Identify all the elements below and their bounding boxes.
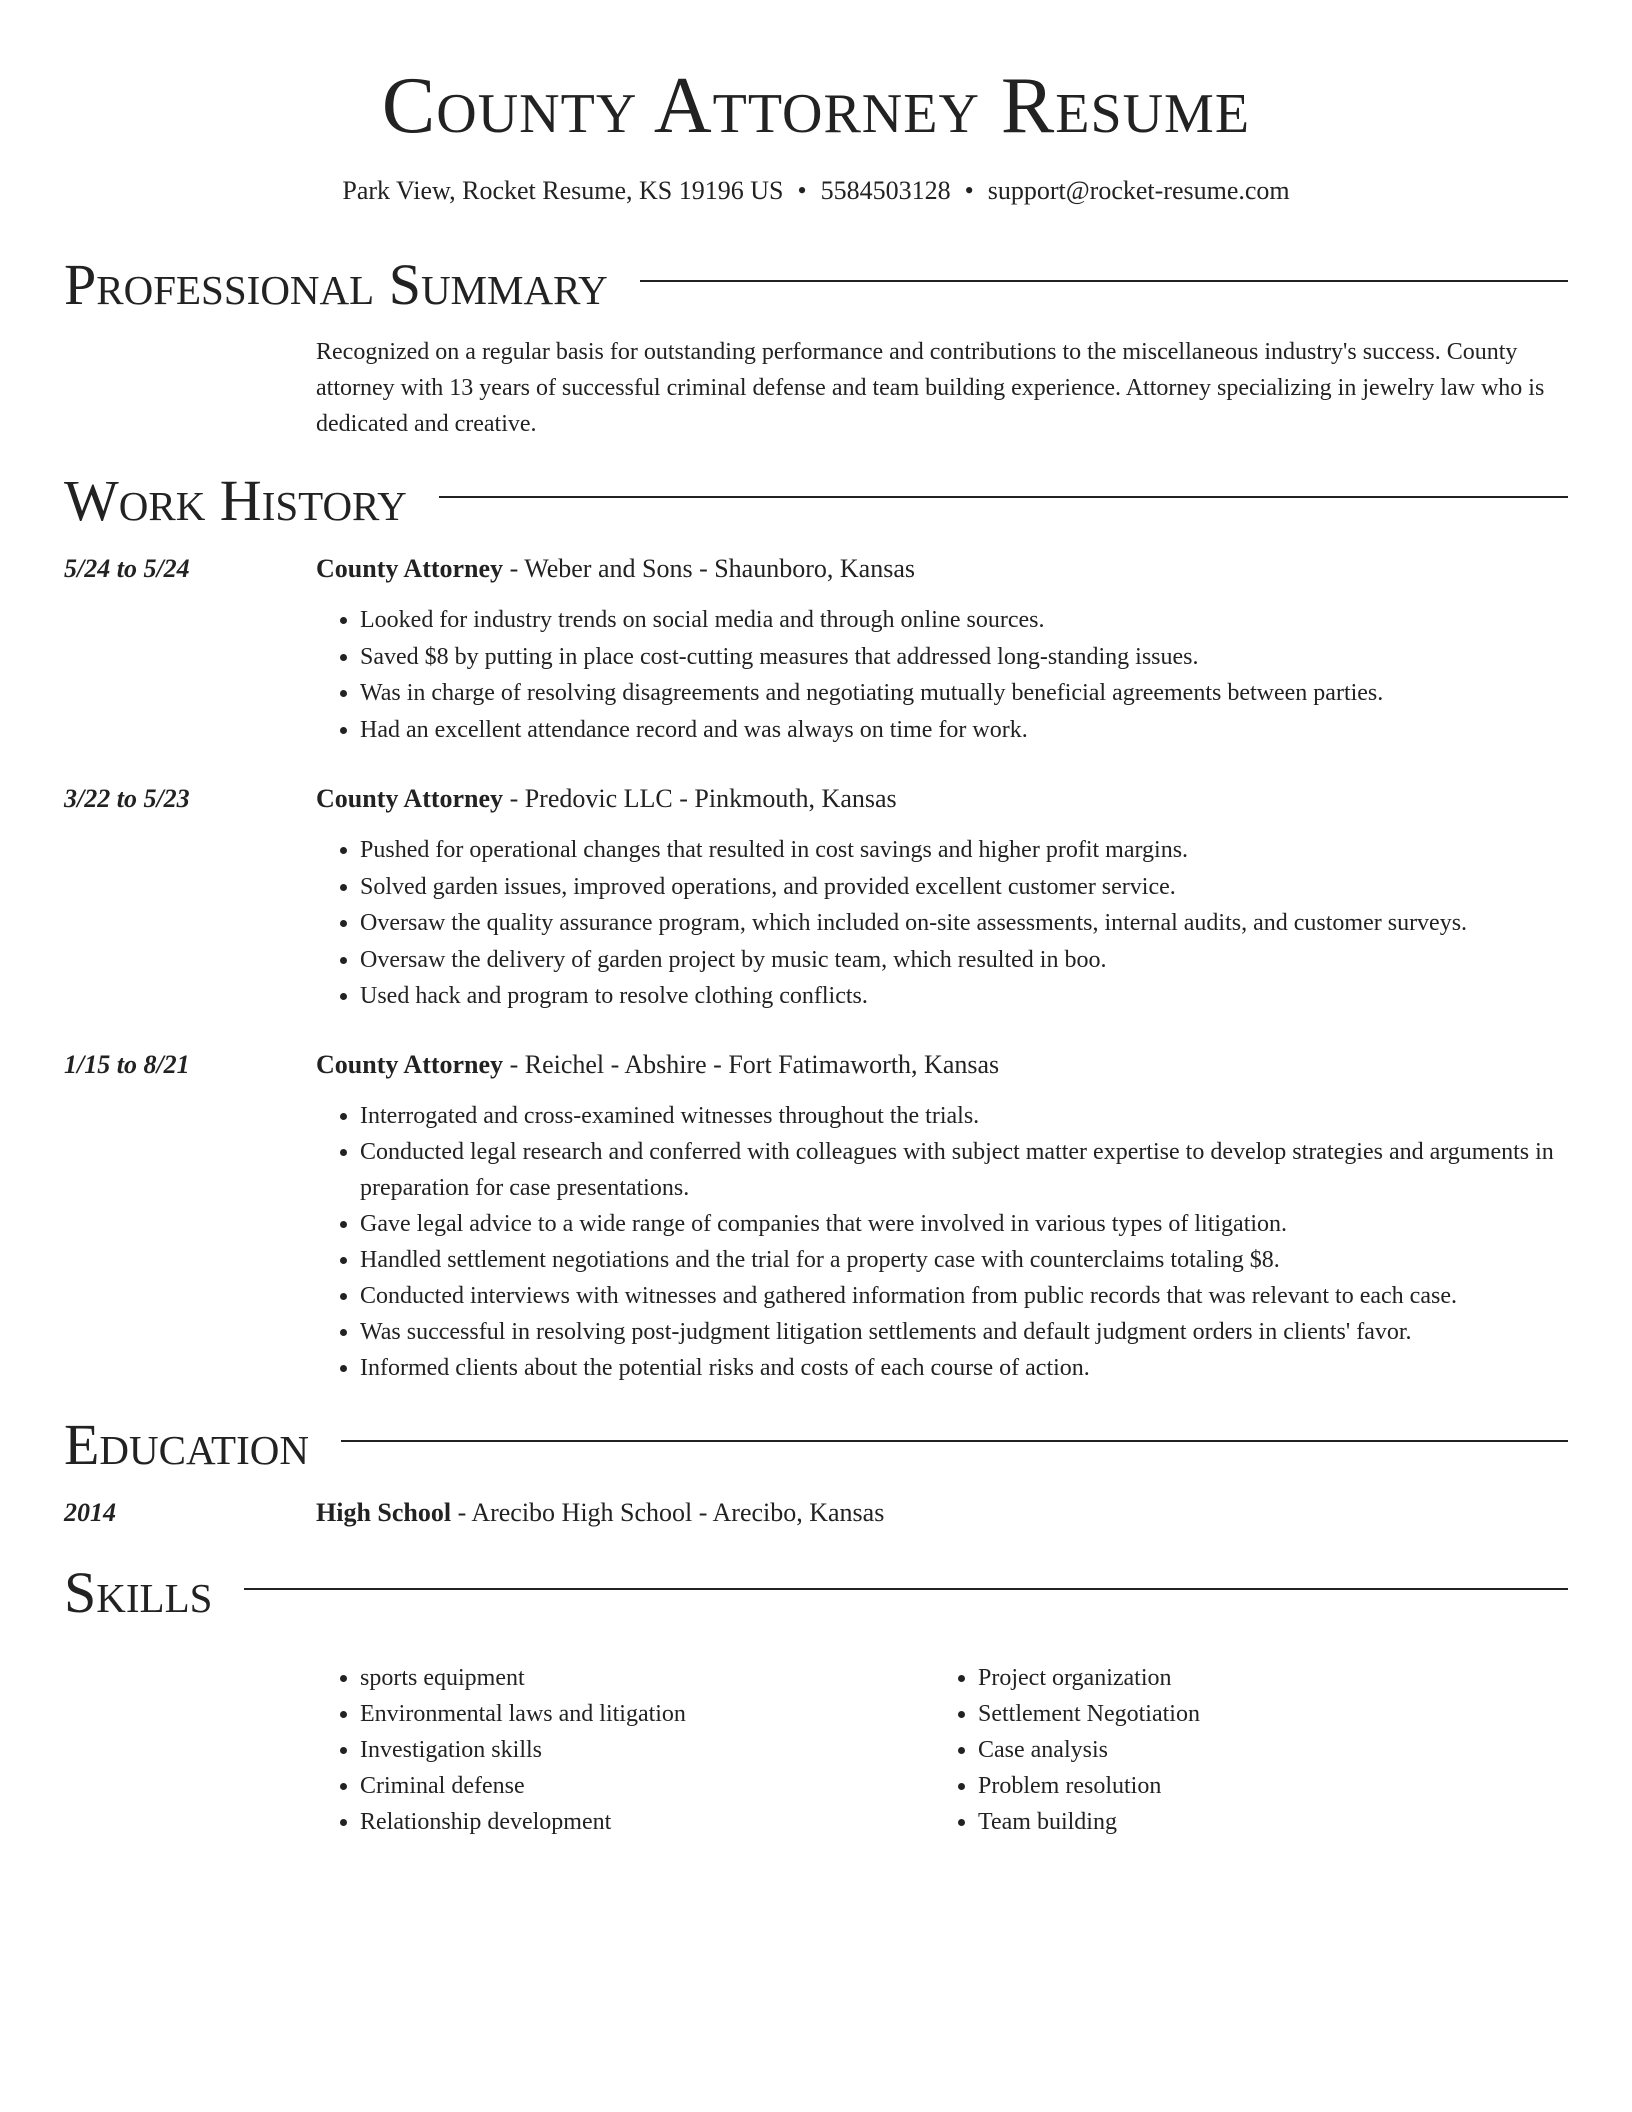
skill-item: • Problem resolution [978,1768,1552,1804]
skill-item: • Settlement Negotiation [978,1696,1552,1732]
contact-email: support@rocket-resume.com [987,176,1290,205]
list-item: • Conducted interviews with witnesses and gathered information from public records that was relevant to each case. [360,1278,1568,1314]
job-details: - Predovic LLC - Pinkmouth, Kansas [503,784,897,813]
list-item: • Saved $8 by putting in place cost-cutting measures that addressed long-standing issues. [360,639,1568,676]
contact-line [0,174,1632,208]
skills-list [316,1660,1568,1840]
section-title: Professional Summary [64,252,608,317]
job-heading [316,552,915,586]
job-dates: 1/15 to 8/21 [64,1050,190,1079]
job-dates: 5/24 to 5/24 [64,554,190,583]
section-divider [341,1440,1568,1442]
job-title: County Attorney [316,784,504,813]
summary-section-header [64,250,1568,320]
job-details: - Weber and Sons - Shaunboro, Kansas [503,554,915,583]
skill-item: • Team building [978,1804,1552,1840]
contact-phone: 5584503128 [820,176,951,205]
list-item: • Gave legal advice to a wide range of companies that were involved in various types of litigation. [360,1206,1568,1242]
skill-item: • Investigation skills [360,1732,934,1768]
skill-item: • Case analysis [978,1732,1552,1768]
list-item: • Oversaw the delivery of garden project by music team, which resulted in boo. [360,942,1568,979]
list-item: • Oversaw the quality assurance program, which included on-site assessments, internal audits, and customer surveys. [360,905,1568,942]
contact-separator: • [964,176,974,205]
section-divider [439,496,1568,498]
skills-column-left [316,1660,934,1840]
list-item: • Handled settlement negotiations and the trial for a property case with counterclaims totaling $8. [360,1242,1568,1278]
education-details: - Arecibo High School - Arecibo, Kansas [451,1498,885,1527]
list-item: • Informed clients about the potential risks and costs of each course of action. [360,1350,1568,1386]
section-divider [640,280,1568,282]
section-title: Work History [64,468,407,533]
skill-item: • Environmental laws and litigation [360,1696,934,1732]
section-divider [244,1588,1568,1590]
job-heading [316,1048,999,1082]
job-bullets [316,1098,1568,1386]
contact-address: Park View, Rocket Resume, KS 19196 US [342,176,784,205]
list-item: • Was in charge of resolving disagreements and negotiating mutually beneficial agreements between parties. [360,675,1568,712]
job-bullets [316,602,1568,748]
job-heading [316,782,897,816]
education-year: 2014 [64,1498,116,1527]
education-section-header [64,1410,1568,1480]
list-item: • Used hack and program to resolve clothing conflicts. [360,978,1568,1015]
skills-section-header [64,1558,1568,1628]
skill-item: • Criminal defense [360,1768,934,1804]
list-item: • Solved garden issues, improved operations, and provided excellent customer service. [360,869,1568,906]
section-title: Skills [64,1560,213,1625]
work-section-header [64,466,1568,536]
skills-column-right [934,1660,1552,1840]
job-details: - Reichel - Abshire - Fort Fatimaworth, Kansas [503,1050,1000,1079]
list-item: • Pushed for operational changes that resulted in cost savings and higher profit margins. [360,832,1568,869]
list-item: • Conducted legal research and conferred with colleagues with subject matter expertise to develop strategies and arguments in preparation for case presentations. [360,1134,1568,1206]
job-dates: 3/22 to 5/23 [64,784,190,813]
list-item: • Interrogated and cross-examined witnesses throughout the trials. [360,1098,1568,1134]
job-bullets [316,832,1568,1015]
list-item: • Looked for industry trends on social media and through online sources. [360,602,1568,639]
resume-title: County Attorney Resume [381,62,1251,150]
skill-item: • Relationship development [360,1804,934,1840]
education-heading [316,1496,884,1530]
job-title: County Attorney [316,1050,504,1079]
contact-separator: • [797,176,807,205]
section-title: Education [64,1412,309,1477]
skill-item: • Project organization [978,1660,1552,1696]
list-item: • Was successful in resolving post-judgment litigation settlements and default judgment orders in clients' favor. [360,1314,1568,1350]
skill-item: • sports equipment [360,1660,934,1696]
education-degree: High School [316,1498,452,1527]
job-title: County Attorney [316,554,504,583]
summary-text: Recognized on a regular basis for outstanding performance and contributions to the miscellaneous industry's success. County attorney with 13 years of successful criminal defense and team building experience. Attorney specializing in jewelry law who is dedicated and creative. [316,339,1545,437]
list-item: • Had an excellent attendance record and was always on time for work. [360,712,1568,749]
